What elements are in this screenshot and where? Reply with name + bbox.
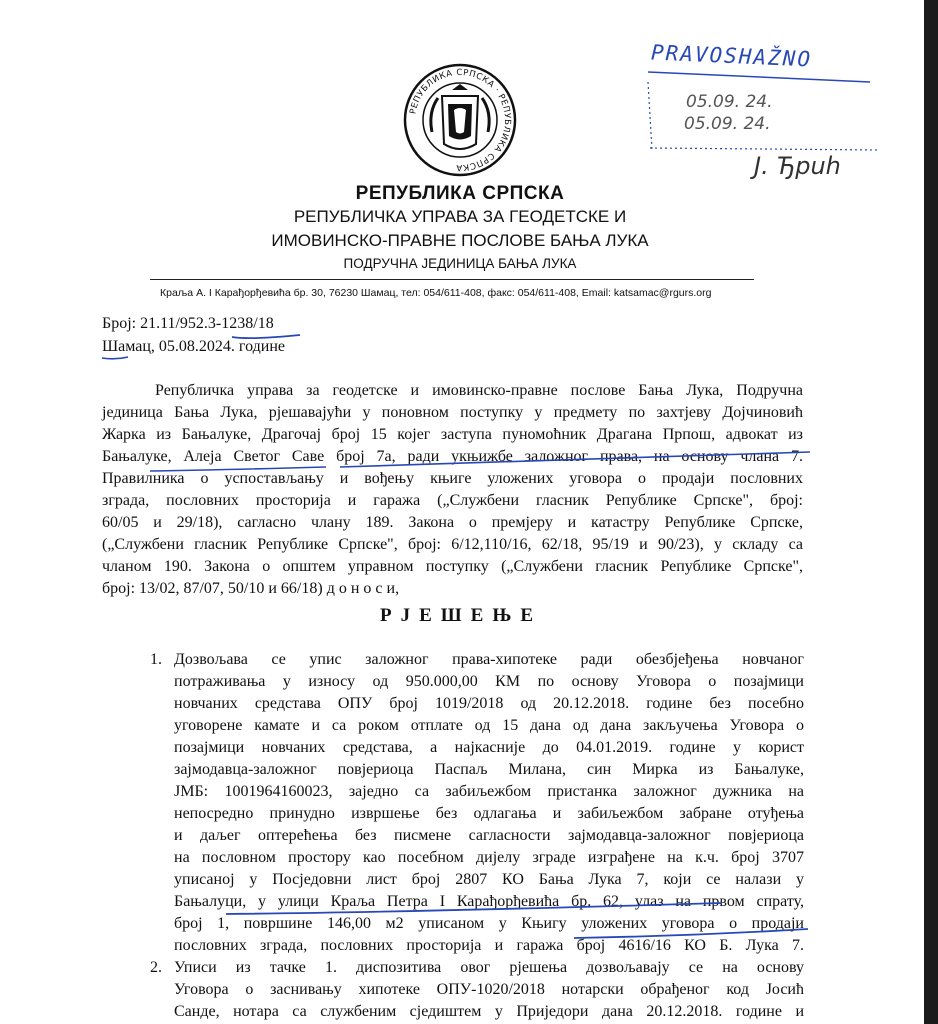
item-line: уговорене камате и са роком отплате од 15 дана од дана закључења Уговора о bbox=[174, 717, 804, 734]
reference-number: Број: 21.11/952.3-1238/18 bbox=[102, 315, 274, 332]
item-number: 1. bbox=[150, 651, 162, 668]
item-line: ЈМБ: 1001964160023, заједно са забиљежбом пристанка заложног дужника на bbox=[174, 783, 804, 800]
stamp-date-2: 05.09. 24. bbox=[684, 114, 771, 134]
item-line: Уговора о заснивању хипотеке ОПУ-1020/2018 нотарски обрађеног код Јосић bbox=[174, 981, 804, 998]
item-line: позајмици новчаних средстава, а најкасније до 04.01.2019. године у корист bbox=[174, 739, 804, 756]
item-line: Уписи из тачке 1. диспозитива овог рјешења дозвољавају се на основу bbox=[174, 959, 804, 976]
scan-edge bbox=[924, 0, 938, 1024]
intro-line: број: 13/02, 87/07, 50/10 и 66/18) д о н о с и, bbox=[102, 580, 400, 597]
institution-subtitle-1: РЕПУБЛИЧКА УПРАВА ЗА ГЕОДЕТСКЕ И bbox=[293, 207, 627, 226]
intro-line: зграда, пословних просторија и гаража („Службени гласник Републике Српске", број: bbox=[102, 492, 803, 509]
intro-line: чланом 190. Закона о општем управном поступку („Службени гласник Републике Српске", bbox=[102, 558, 803, 575]
signature: J. Ђрuh bbox=[754, 152, 841, 180]
intro-line: Бањалуке, Алеја Светог Саве број 7а, ради укњижбе заложног права, на основу члана 7. bbox=[102, 448, 803, 465]
item-line: број 1, површине 146,00 м2 уписаном у Књигу уложених уговора о продаји bbox=[174, 915, 804, 932]
official-seal bbox=[402, 62, 518, 178]
item-line: Бањалуци, у улици Краља Петра I Карађорђевића бр. 62, улаз на првом спрату, bbox=[174, 893, 804, 910]
institution-subtitle-3: ПОДРУЧНА ЈЕДИНИЦА БАЊА ЛУКА bbox=[343, 256, 577, 271]
item-line: непосредно принудно извршење без одлагања и забиљежбом забране отуђења bbox=[174, 805, 804, 822]
item-line: пословних зграда, пословних просторија и гаража број 4616/16 КО Б. Лука 7. bbox=[174, 937, 804, 954]
item-line: на пословном простору као посебном дијелу зграде изграђене на к.ч. број 3707 bbox=[174, 849, 804, 866]
intro-line: Правилника о успостављању и вођењу књиге уложених уговора о продаји пословних bbox=[102, 470, 803, 487]
item-line: уписаној у Посједовни лист број 2807 КО Бања Лука 7, који се налази у bbox=[174, 871, 804, 888]
intro-line: 60/05 и 29/18), сагласно члану 189. Закона о премјеру и катастру Републике Српске, bbox=[102, 514, 803, 531]
intro-line: Жарка из Бањалуке, Драгочај број 15 којег заступа пуномоћник Драгана Прпош, адвокат из bbox=[102, 426, 803, 443]
item-number: 2. bbox=[150, 959, 162, 976]
item-line: Дозвољава се упис заложног права-хипотеке ради обезбјеђења новчаног bbox=[174, 651, 804, 668]
institution-subtitle-2: ИМОВИНСКО-ПРАВНЕ ПОСЛОВЕ БАЊА ЛУКА bbox=[271, 231, 649, 250]
item-line: потраживања у износу од 950.000,00 КМ по основу Уговора о позајмици bbox=[174, 673, 804, 690]
decision-title: РЈЕШЕЊЕ bbox=[380, 605, 543, 626]
intro-line: Републичка управа за геодетске и имовинско-правне послове Бања Лука, Подручна bbox=[155, 382, 803, 399]
intro-line: („Службени гласник Републике Српске", број: 6/12,110/16, 62/18, 95/19 и 90/23), у складу са bbox=[102, 536, 803, 553]
seal-ring-text: РЕПУБЛИКА СРПСКА · РЕПУБЛИКА СРПСКА bbox=[408, 67, 513, 173]
institution-title: РЕПУБЛИКА СРПСКА bbox=[355, 183, 565, 204]
intro-line: јединица Бања Лука, рјешавајући у поновном поступку у предмету по захтјеву Дојчиновић bbox=[102, 404, 803, 421]
item-line: зајмодавца-заложног повјериоца Паспаљ Милана, син Мирка из Бањалуке, bbox=[174, 761, 804, 778]
item-line: и даљег оптерећења без писмене сагласности зајмодавца-заложног повјериоца bbox=[174, 827, 804, 844]
place-date: Шамац, 05.08.2024. године bbox=[102, 338, 285, 355]
institution-address: Краља А. I Карађорђевића бр. 30, 76230 Шамац, тел: 054/611-408, факс: 054/611-408, Email: katsamac@rgurs.org bbox=[160, 287, 712, 299]
header-divider bbox=[150, 279, 754, 280]
item-line: новчаних средстава ОПУ број 1019/2018 од 20.12.2018. године без посебно bbox=[174, 695, 804, 712]
legal-status-stamp: PRAVOSHAŽNO bbox=[650, 40, 813, 72]
stamp-date-1: 05.09. 24. bbox=[686, 92, 773, 112]
item-line: Санде, нотара са службеним сједиштем у Приједори дана 20.12.2018. године и bbox=[174, 1003, 804, 1020]
